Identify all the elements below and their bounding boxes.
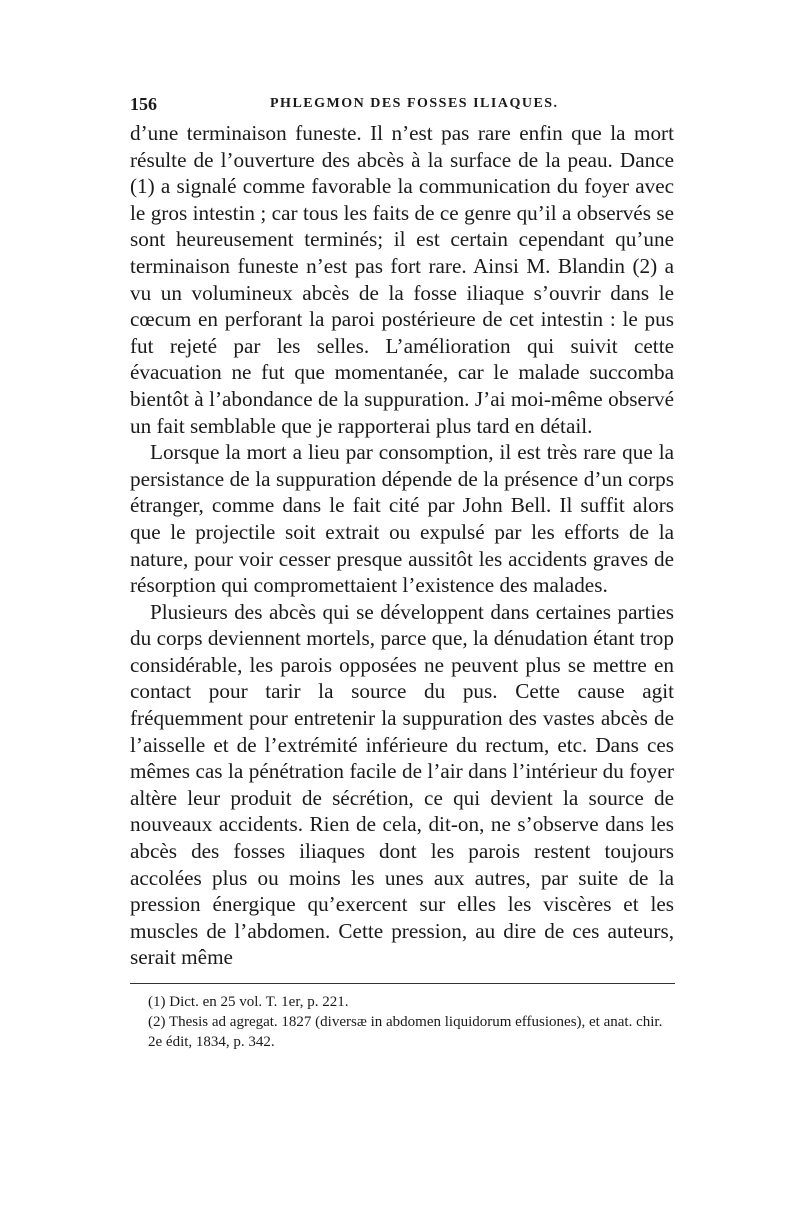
footnote-2: (2) Thesis ad agregat. 1827 (diversæ in abdomen liquidorum effusiones), et anat. chir. 2e édit, 1834, p. 342. — [148, 1014, 663, 1050]
paragraph: Plusieurs des abcès qui se développent dans certaines parties du corps deviennent mortels, parce que, la dénudation étant trop considérable, les parois opposées ne peuvent plus se mettre en contact pour tarir la source du pus. Cette cause agit fréquemment pour entretenir la suppuration des vastes abcès de l’aisselle et de l’extrémité inférieure du rectum, etc. Dans ces mêmes cas la pénétration facile de l’air dans l’intérieur du foyer altère leur produit de sécrétion, ce qui devient la source de nouveaux accidents. Rien de cela, dit-on, ne s’observe dans les abcès des fosses iliaques dont les parois restent toujours accolées plus ou moins les unes aux autres, par suite de la pression énergique qu’exercent sur elles les viscères et les muscles de l’abdomen. Cette pression, au dire de ces auteurs, serait même — [130, 599, 674, 970]
running-title: PHLEGMON DES FOSSES ILIAQUES. — [270, 96, 559, 111]
paragraph: Lorsque la mort a lieu par consomption, il est très rare que la persistance de la suppuration dépende de la présence d’un corps étranger, comme dans le fait cité par John Bell. Il suffit alors que le projectile soit extrait ou expulsé par les efforts de la nature, pour voir cesser presque aussitôt les accidents graves de résorption qui compromettaient l’existence des malades. — [130, 440, 674, 598]
page-number: 156 — [130, 94, 157, 114]
book-page — [130, 90, 674, 1052]
footnote-divider — [130, 983, 675, 984]
footnote-1: (1) Dict. en 25 vol. T. 1er, p. 221. — [148, 994, 349, 1010]
paragraph-continued: d’une terminaison funeste. Il n’est pas rare enfin que la mort résulte de l’ouverture des abcès à la surface de la peau. Dance (1) a signalé comme favorable la communication du foyer avec le gros intestin ; car tous les faits de ce genre qu’il a observés se sont heureusement terminés; il est certain cependant qu’une terminaison funeste n’est pas fort rare. Ainsi M. Blandin (2) a vu un volumineux abcès de la fosse iliaque s’ouvrir dans le cœcum en perforant la paroi postérieure de cet intestin : le pus fut rejeté par les selles. L’amélioration qui suivit cette évacuation ne fut que momentanée, car le malade succomba bientôt à l’abondance de la suppuration. J’ai moi-même observé un fait semblable que je rapporterai plus tard en détail. — [130, 121, 674, 438]
body-text — [130, 120, 674, 971]
footnotes — [130, 992, 674, 1052]
page-header — [130, 90, 674, 120]
